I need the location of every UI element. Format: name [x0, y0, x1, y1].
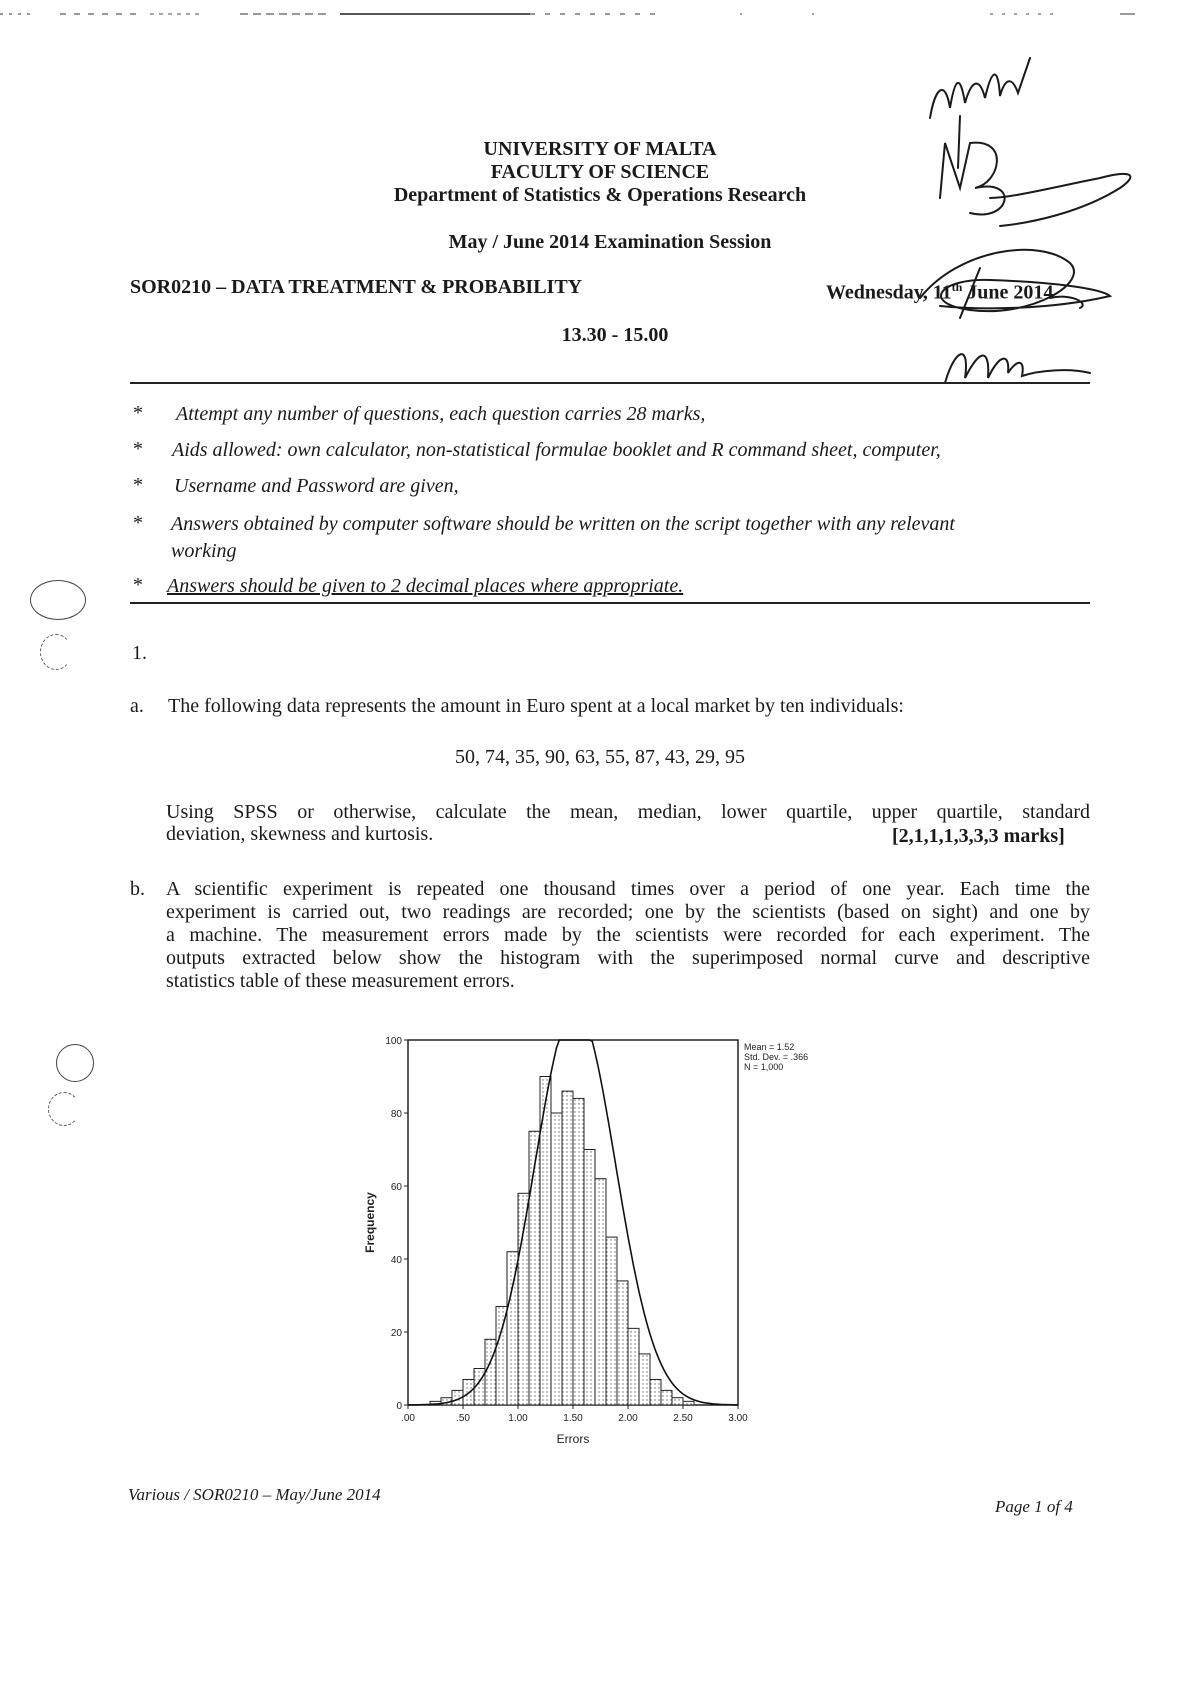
part-b-line: experiment is carried out, two readings are recorded; one by the scientists (based on sight) and one by: [166, 901, 1090, 923]
x-tick-label: 2.50: [673, 1413, 693, 1424]
department-title: Department of Statistics & Operations Research: [393, 184, 807, 206]
histogram-bar: [518, 1193, 529, 1405]
punch-hole: [56, 1044, 94, 1082]
bullet-marker: *: [133, 438, 143, 460]
part-b-line: statistics table of these measurement errors.: [166, 970, 515, 992]
part-a-label: a.: [130, 695, 144, 717]
examiner-signatures: [900, 48, 1160, 388]
divider-bottom: [130, 602, 1090, 604]
histogram-bar: [639, 1354, 650, 1405]
part-b-line: outputs extracted below show the histogram with the superimposed normal curve and descriptive: [166, 947, 1090, 969]
punch-hole: [48, 1092, 80, 1126]
histogram-bar: [661, 1390, 672, 1405]
legend-entry: Mean = 1.52: [744, 1042, 795, 1052]
part-a-task-line1: Using SPSS or otherwise, calculate the mean, median, lower quartile, upper quartile, standard: [166, 801, 1090, 823]
punch-hole: [30, 580, 86, 620]
footer-course-ref: Various / SOR0210 – May/June 2014: [128, 1485, 381, 1504]
bullet-marker: *: [133, 574, 143, 596]
instruction-item: Username and Password are given,: [174, 475, 459, 497]
histogram-bar: [628, 1328, 639, 1405]
y-tick-label: 60: [390, 1182, 402, 1193]
histogram-bar: [672, 1398, 683, 1405]
x-tick-label: .00: [401, 1413, 415, 1424]
bullet-marker: *: [133, 474, 143, 496]
x-tick-label: .50: [456, 1413, 470, 1424]
histogram-bar: [485, 1339, 496, 1405]
x-tick-label: 1.50: [563, 1413, 583, 1424]
x-tick-label: 1.00: [508, 1413, 528, 1424]
instruction-item: Answers obtained by computer software should be written on the script together with any relevant: [171, 513, 955, 535]
instruction-item: Answers should be given to 2 decimal places where appropriate.: [167, 575, 684, 597]
course-title: SOR0210 – DATA TREATMENT & PROBABILITY: [130, 276, 583, 298]
bullet-marker: *: [133, 402, 143, 424]
x-tick-label: 2.00: [618, 1413, 638, 1424]
instruction-item-continued: working: [171, 540, 237, 562]
part-a-task-line2: deviation, skewness and kurtosis.: [166, 823, 434, 845]
legend-entry: N = 1,000: [744, 1062, 784, 1072]
x-axis-label: Errors: [556, 1432, 590, 1446]
histogram-bar: [496, 1306, 507, 1405]
histogram-bar: [650, 1379, 661, 1405]
exam-date: Wednesday, 11th June 2014: [826, 280, 1054, 304]
part-a-intro: The following data represents the amount in Euro spent at a local market by ten individuals:: [168, 695, 904, 717]
y-tick-label: 0: [396, 1401, 402, 1412]
question-number: 1.: [132, 642, 147, 664]
legend-entry: Std. Dev. = .366: [744, 1052, 809, 1062]
part-a-data: 50, 74, 35, 90, 63, 55, 87, 43, 29, 95: [455, 746, 745, 768]
y-tick-label: 80: [390, 1109, 402, 1120]
divider-top: [130, 382, 1090, 384]
exam-time: 13.30 - 15.00: [561, 324, 669, 346]
histogram-bar: [683, 1401, 694, 1405]
y-tick-label: 40: [390, 1255, 402, 1266]
histogram-bar: [507, 1252, 518, 1405]
histogram-bar: [617, 1281, 628, 1405]
part-b-line: A scientific experiment is repeated one thousand times over a period of one year. Each time the: [166, 878, 1090, 900]
exam-session: May / June 2014 Examination Session: [448, 231, 772, 253]
x-tick-label: 3.00: [728, 1413, 748, 1424]
errors-histogram: [350, 1015, 850, 1455]
university-title: UNIVERSITY OF MALTA: [483, 138, 717, 160]
part-b-line: a machine. The measurement errors made by the scientists were recorded for each experiment. The: [166, 924, 1090, 946]
bullet-marker: *: [133, 512, 143, 534]
histogram-bar: [562, 1091, 573, 1405]
y-tick-label: 100: [385, 1036, 402, 1047]
scan-edge-noise: [0, 8, 1200, 20]
faculty-title: FACULTY OF SCIENCE: [490, 161, 710, 183]
part-a-marks: [2,1,1,1,3,3,3 marks]: [892, 825, 1065, 847]
punch-hole: [40, 634, 72, 670]
histogram-bar: [584, 1150, 595, 1406]
histogram-bar: [595, 1179, 606, 1405]
histogram-bar: [551, 1113, 562, 1405]
y-axis-label: Frequency: [363, 1192, 377, 1253]
instruction-item: Aids allowed: own calculator, non-statistical formulae booklet and R command sheet, computer,: [172, 439, 941, 461]
histogram-bar: [606, 1237, 617, 1405]
instruction-item: Attempt any number of questions, each question carries 28 marks,: [176, 403, 706, 425]
y-tick-label: 20: [390, 1328, 402, 1339]
histogram-bar: [529, 1131, 540, 1405]
page-number: Page 1 of 4: [995, 1497, 1073, 1516]
histogram-bar: [573, 1098, 584, 1405]
part-b-label: b.: [130, 878, 145, 900]
